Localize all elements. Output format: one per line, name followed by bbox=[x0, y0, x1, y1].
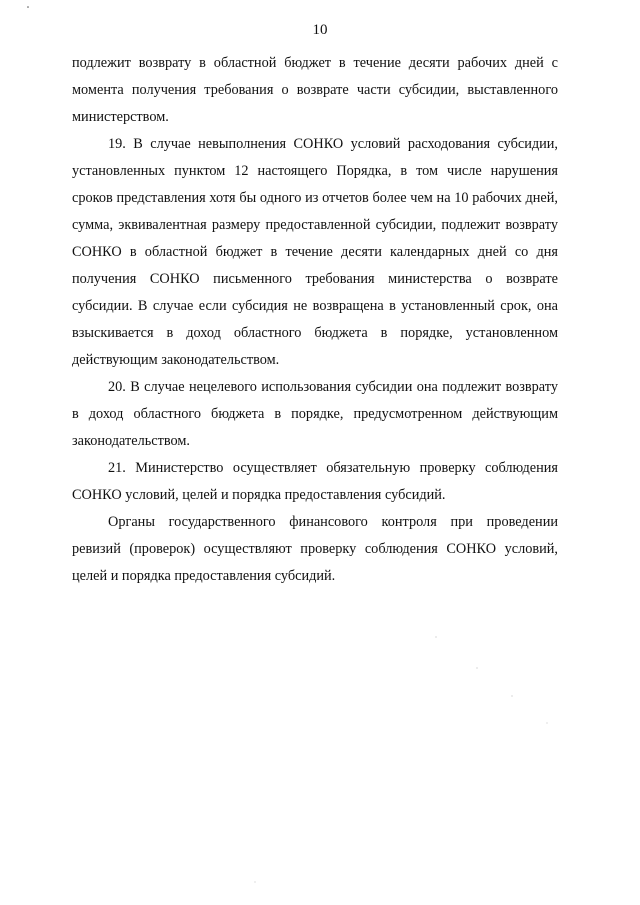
paragraph-financial-control: Органы государственного финансового контроля при проведении ревизий (проверок) осуществляют проверку соблюдения СОНКО условий, целей и порядка предоставления субсидий. bbox=[72, 514, 558, 584]
paragraph-continuation: подлежит возврату в областной бюджет в течение десяти рабочих дней с момента получения требования о возврате части субсидии, выставленного министерством. bbox=[72, 55, 558, 125]
paragraph-20: 20. В случае нецелевого использования субсидии она подлежит возврату в доход областного бюджета в порядке, предусмотренном действующим законодательством. bbox=[72, 379, 558, 449]
paragraph-19: 19. В случае невыполнения СОНКО условий расходования субсидии, установленных пунктом 12 настоящего Порядка, в том числе нарушения сроков представления хотя бы одного из отчетов более чем на 10 рабочих дней, сумма, эквивалентная размеру предоставленной субсидии, подлежит возврату СОНКО в областной бюджет в течение десяти календарных дней со дня получения СОНКО письменного требования министерства о возврате субсидии. В случае если субсидия не возвращена в установленный срок, она взыскивается в доход областного бюджета в порядке, установленном действующим законодательством. bbox=[72, 136, 558, 368]
paragraph-21: 21. Министерство осуществляет обязательную проверку соблюдения СОНКО условий, целей и порядка предоставления субсидий. bbox=[72, 460, 558, 503]
page-number: 10 bbox=[312, 22, 328, 38]
document-body bbox=[72, 50, 558, 590]
